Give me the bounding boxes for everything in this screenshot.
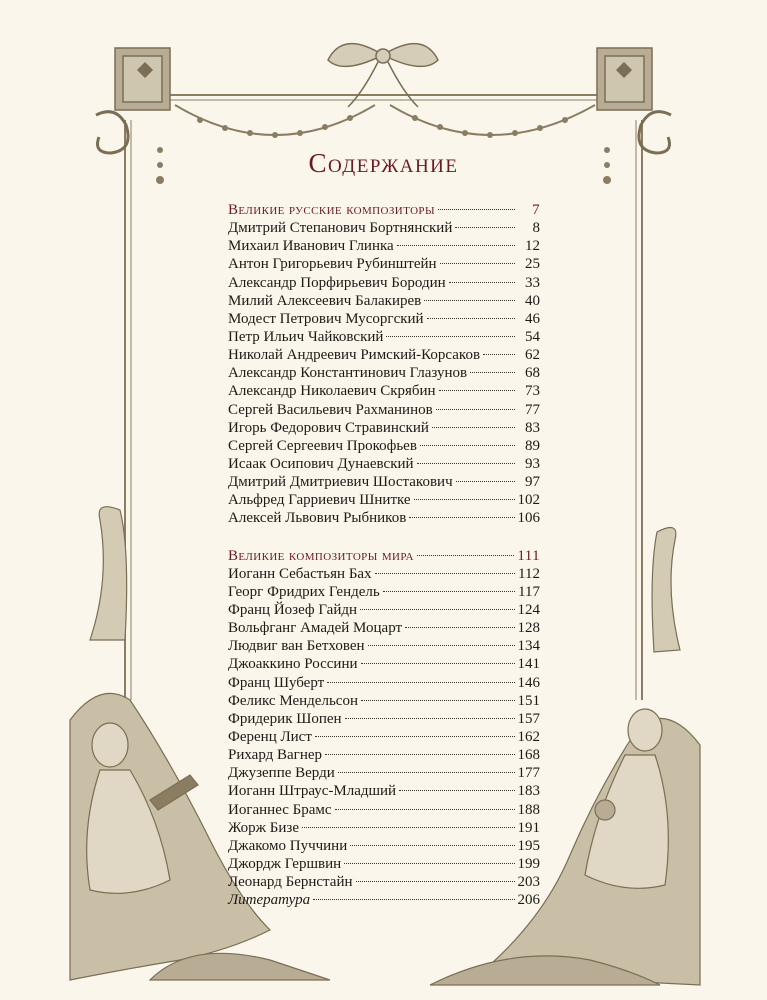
dot-leader xyxy=(455,227,515,228)
page-number: 8 xyxy=(532,220,540,237)
dot-leader xyxy=(483,354,515,355)
toc-entry[interactable] xyxy=(228,674,540,692)
dot-leader xyxy=(313,899,514,900)
toc-entry[interactable] xyxy=(228,728,540,746)
entry-title: Джузеппе Верди xyxy=(228,765,335,782)
toc-entry[interactable] xyxy=(228,619,540,637)
toc-entry[interactable] xyxy=(228,292,540,310)
toc-entry[interactable] xyxy=(228,782,540,800)
entry-title: Антон Григорьевич Рубинштейн xyxy=(228,256,437,273)
toc-entry[interactable] xyxy=(228,710,540,728)
page-number: 97 xyxy=(525,474,540,491)
dot-leader xyxy=(436,409,515,410)
entry-title: Вольфганг Амадей Моцарт xyxy=(228,620,403,637)
page-number: 128 xyxy=(517,620,540,637)
dot-leader xyxy=(427,318,515,319)
dot-leader xyxy=(432,427,515,428)
table-of-contents xyxy=(228,201,540,909)
dot-leader xyxy=(417,463,515,464)
page-number: 73 xyxy=(525,383,540,400)
dot-leader xyxy=(350,845,514,846)
page-number: 199 xyxy=(517,855,540,872)
toc-entry[interactable] xyxy=(228,473,540,491)
page-number: 89 xyxy=(525,437,540,454)
dot-leader xyxy=(383,591,515,592)
toc-entry[interactable] xyxy=(228,255,540,273)
page-number: 93 xyxy=(525,455,540,472)
page-number: 168 xyxy=(517,747,540,764)
dot-leader xyxy=(470,372,515,373)
ribbon-bow-icon xyxy=(328,44,438,107)
toc-entry[interactable] xyxy=(228,346,540,364)
dot-leader xyxy=(414,499,515,500)
page-number: 106 xyxy=(517,510,540,527)
garland-icon xyxy=(175,105,595,135)
dot-leader xyxy=(344,863,514,864)
toc-section-heading[interactable] xyxy=(228,201,540,219)
entry-title: Франц Шуберт xyxy=(228,674,325,691)
entry-title: Джакомо Пуччини xyxy=(228,837,348,854)
page-number: 162 xyxy=(517,728,540,745)
entry-title: Николай Андреевич Римский-Корсаков xyxy=(228,347,481,364)
dot-leader xyxy=(345,718,515,719)
toc-entry[interactable] xyxy=(228,855,540,873)
entry-title: Альфред Гарриевич Шнитке xyxy=(228,492,411,509)
toc-entry[interactable] xyxy=(228,583,540,601)
dot-leader xyxy=(327,682,514,683)
dot-leader xyxy=(360,609,514,610)
toc-entry[interactable] xyxy=(228,655,540,673)
page-number: 33 xyxy=(525,274,540,291)
dot-leader xyxy=(368,645,515,646)
entry-title: Сергей Васильевич Рахманинов xyxy=(228,401,433,418)
page-number: 7 xyxy=(532,202,540,218)
entry-title: Сергей Сергеевич Прокофьев xyxy=(228,437,417,454)
toc-entry[interactable] xyxy=(228,692,540,710)
page-title: Содержание xyxy=(308,148,459,178)
toc-section-heading[interactable] xyxy=(228,547,540,565)
entry-title: Милий Алексеевич Балакирев xyxy=(228,292,422,309)
toc-entry[interactable] xyxy=(228,837,540,855)
dot-leader xyxy=(302,827,514,828)
toc-entry[interactable] xyxy=(228,237,540,255)
toc-entry[interactable] xyxy=(228,601,540,619)
dot-leader xyxy=(424,300,515,301)
page-number: 117 xyxy=(518,583,540,600)
page-number: 188 xyxy=(517,801,540,818)
entry-title: Александр Порфирьевич Бородин xyxy=(228,274,446,291)
toc-entry[interactable] xyxy=(228,873,540,891)
dot-leader xyxy=(356,881,515,882)
page-number: 141 xyxy=(517,656,540,673)
toc-entry[interactable] xyxy=(228,419,540,437)
entry-title: Александр Константинович Глазунов xyxy=(228,365,468,382)
entry-title: Игорь Федорович Стравинский xyxy=(228,419,429,436)
toc-entry[interactable] xyxy=(228,328,540,346)
toc-entry[interactable] xyxy=(228,491,540,509)
page-number: 203 xyxy=(517,874,540,891)
dot-leader xyxy=(361,700,515,701)
page-number: 46 xyxy=(525,310,540,327)
toc-entry[interactable] xyxy=(228,401,540,419)
entry-title: Леонард Бернстайн xyxy=(228,874,353,891)
page-number: 206 xyxy=(517,892,540,909)
toc-entry-literature[interactable] xyxy=(228,891,540,909)
entry-title: Людвиг ван Бетховен xyxy=(228,638,365,655)
dot-leader xyxy=(315,736,515,737)
entry-title: Иоганн Себастьян Бах xyxy=(228,565,372,582)
page-number: 62 xyxy=(525,347,540,364)
toc-entry[interactable] xyxy=(228,437,540,455)
toc-entry[interactable] xyxy=(228,801,540,819)
page-number: 83 xyxy=(525,419,540,436)
dot-leader xyxy=(405,627,514,628)
page-number: 146 xyxy=(517,674,540,691)
toc-entry[interactable] xyxy=(228,310,540,328)
page-number: 77 xyxy=(525,401,540,418)
dot-leader xyxy=(456,481,515,482)
page-number: 112 xyxy=(518,565,540,582)
entry-title: Феликс Мендельсон xyxy=(228,692,358,709)
entry-title: Джордж Гершвин xyxy=(228,855,342,872)
page-number: 25 xyxy=(525,256,540,273)
page-number: 40 xyxy=(525,292,540,309)
dot-leader xyxy=(409,517,514,518)
page-number: 157 xyxy=(517,710,540,727)
dot-leader xyxy=(439,390,515,391)
dot-leader xyxy=(338,772,515,773)
toc-entry[interactable] xyxy=(228,819,540,837)
dot-leader xyxy=(335,809,515,810)
entry-title: Ференц Лист xyxy=(228,728,312,745)
entry-title: Литература xyxy=(228,892,311,909)
toc-entry[interactable] xyxy=(228,364,540,382)
dot-leader xyxy=(438,209,515,210)
entry-title: Джоаккино Россини xyxy=(228,656,358,673)
dot-leader xyxy=(397,245,515,246)
toc-entry[interactable] xyxy=(228,509,540,527)
page-number: 151 xyxy=(517,692,540,709)
page-number: 12 xyxy=(525,238,540,255)
dot-leader xyxy=(420,445,515,446)
dot-leader xyxy=(361,663,515,664)
section-title: Великие композиторы мира xyxy=(228,547,414,564)
entry-title: Иоганнес Брамс xyxy=(228,801,332,818)
toc-entry[interactable] xyxy=(228,274,540,292)
entry-title: Иоганн Штраус-Младший xyxy=(228,783,397,800)
page-number: 134 xyxy=(517,638,540,655)
entry-title: Модест Петрович Мусоргский xyxy=(228,310,424,327)
page-number: 195 xyxy=(517,837,540,854)
corner-ornament-top-right-icon xyxy=(597,48,671,153)
entry-title: Жорж Бизе xyxy=(228,819,300,836)
entry-title: Дмитрий Дмитриевич Шостакович xyxy=(228,474,453,491)
toc-entry[interactable] xyxy=(228,764,540,782)
entry-title: Алексей Львович Рыбников xyxy=(228,510,407,527)
toc-entry[interactable] xyxy=(228,565,540,583)
dot-leader xyxy=(449,282,515,283)
entry-title: Дмитрий Степанович Бортнянский xyxy=(228,220,453,237)
dot-leader xyxy=(417,555,515,556)
corner-ornament-top-left-icon xyxy=(96,48,170,153)
section-gap xyxy=(228,528,540,547)
entry-title: Петр Ильич Чайковский xyxy=(228,328,384,345)
entry-title: Исаак Осипович Дунаевский xyxy=(228,455,414,472)
dot-leader xyxy=(399,790,514,791)
entry-title: Франц Йозеф Гайдн xyxy=(228,601,358,618)
dot-leader xyxy=(325,754,514,755)
entry-title: Александр Николаевич Скрябин xyxy=(228,383,436,400)
dot-leader xyxy=(386,336,515,337)
entry-title: Фридерик Шопен xyxy=(228,710,342,727)
section-title: Великие русские композиторы xyxy=(228,202,435,218)
page-number: 183 xyxy=(517,783,540,800)
entry-title: Михаил Иванович Глинка xyxy=(228,238,394,255)
toc-entry[interactable] xyxy=(228,455,540,473)
page-number: 177 xyxy=(517,765,540,782)
dot-leader xyxy=(440,263,515,264)
dot-leader xyxy=(375,573,515,574)
toc-entry[interactable] xyxy=(228,746,540,764)
page-number: 124 xyxy=(517,601,540,618)
entry-title: Георг Фридрих Гендель xyxy=(228,583,380,600)
page-number: 54 xyxy=(525,328,540,345)
toc-entry[interactable] xyxy=(228,637,540,655)
page-number: 68 xyxy=(525,365,540,382)
entry-title: Рихард Вагнер xyxy=(228,747,323,764)
toc-entry[interactable] xyxy=(228,219,540,237)
page-number: 102 xyxy=(517,492,540,509)
page-number: 111 xyxy=(517,547,540,564)
toc-entry[interactable] xyxy=(228,382,540,400)
page-number: 191 xyxy=(517,819,540,836)
